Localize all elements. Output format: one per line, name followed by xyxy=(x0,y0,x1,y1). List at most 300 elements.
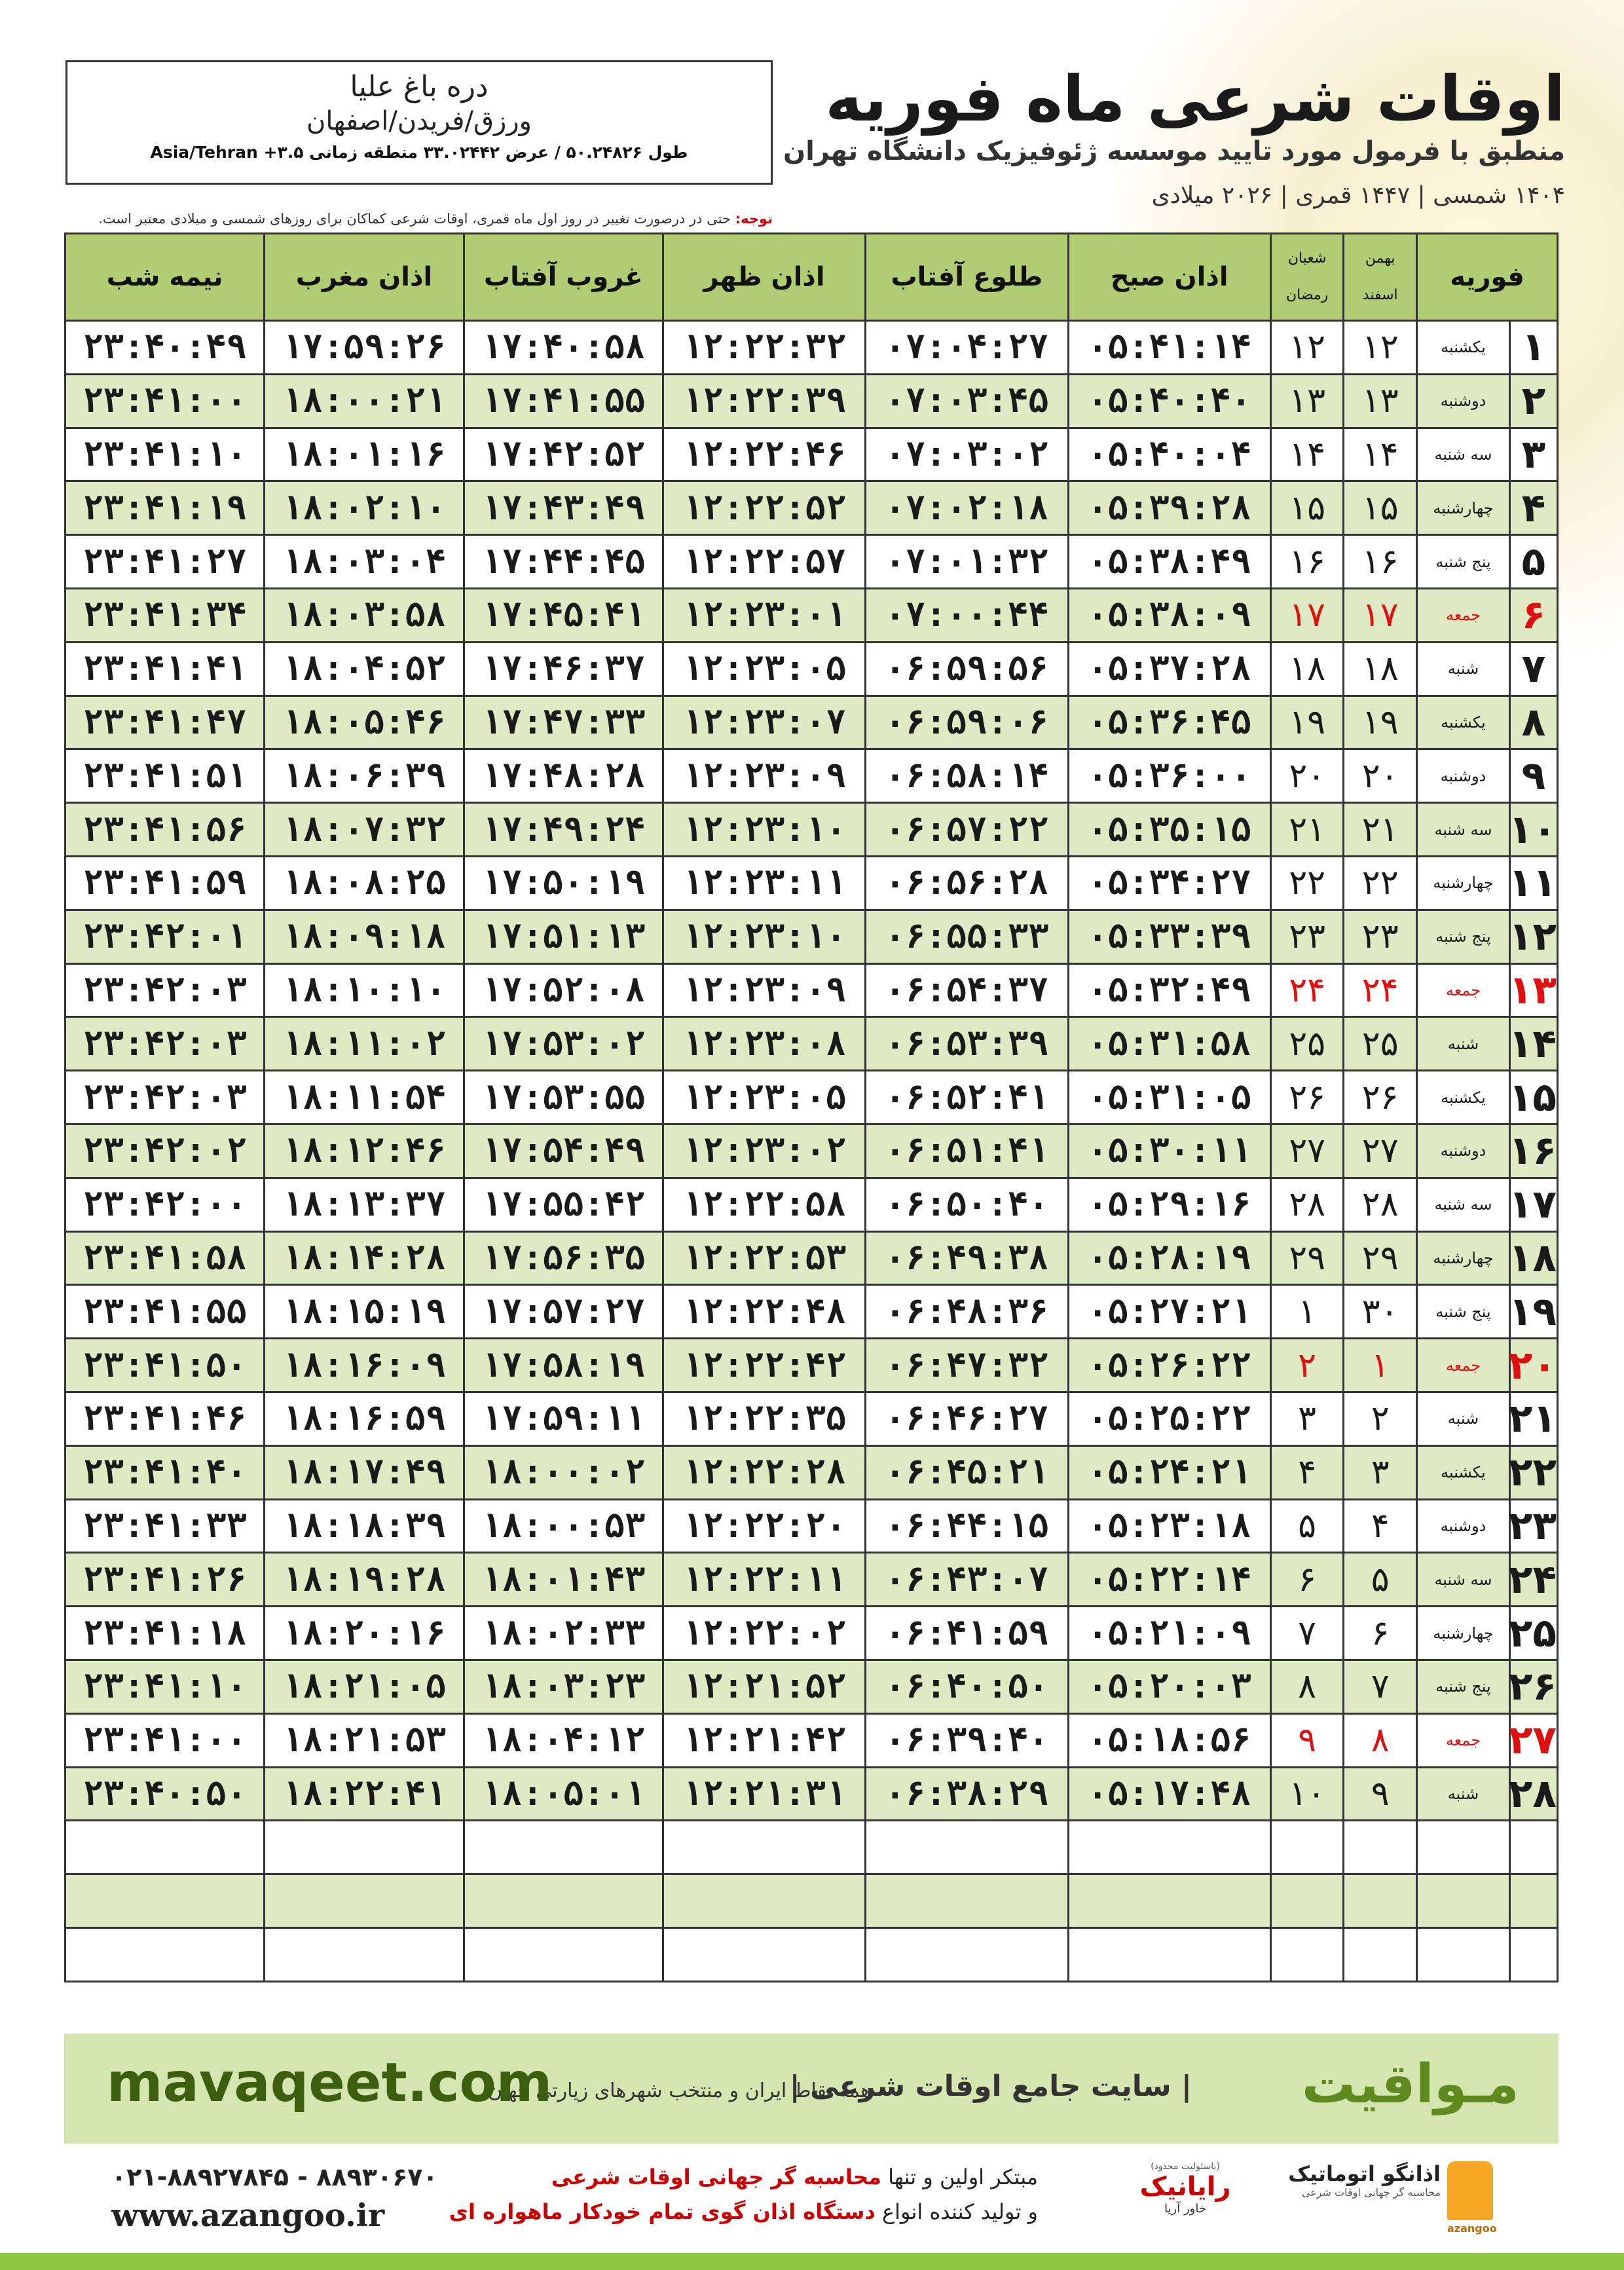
shamsi-day: ۱ xyxy=(1344,1339,1417,1392)
shamsi-day: ۶ xyxy=(1344,1607,1417,1660)
day-number: ۷ xyxy=(1509,642,1557,696)
table-row xyxy=(65,481,1558,535)
dhuhr-time: ۱۲:۲۳:۰۵ xyxy=(663,642,865,696)
maghrib-time: ۱۸:۰۳:۵۸ xyxy=(265,588,464,642)
weekday: دوشنبه xyxy=(1416,749,1509,803)
sunset-time: ۱۷:۵۹:۱۱ xyxy=(464,1392,663,1445)
ad-line-1-a: مبتکر اولین و تنها xyxy=(888,2165,1038,2189)
weekday: سه شنبه xyxy=(1416,1553,1509,1607)
sunset-time: ۱۷:۴۲:۵۲ xyxy=(464,428,663,481)
hijri-day: ۵ xyxy=(1270,1499,1344,1553)
sunrise-time: ۰۶:۵۳:۳۹ xyxy=(866,1017,1068,1071)
day-number: ۱۲ xyxy=(1509,910,1557,963)
raianik-logo xyxy=(1113,2161,1257,2227)
sunset-time: ۱۷:۴۱:۵۵ xyxy=(464,374,663,428)
raianik-logo-name: رایانیک xyxy=(1139,2172,1231,2202)
midnight-time: ۲۳:۴۲:۰۱ xyxy=(65,910,265,963)
hijri-day: ۱۲ xyxy=(1270,321,1344,375)
weekday: یکشنبه xyxy=(1416,321,1509,375)
col-bahman: بهمن xyxy=(1365,250,1395,267)
midnight-time: ۲۳:۴۱:۲۷ xyxy=(65,535,265,589)
midnight-time: ۲۳:۴۱:۱۰ xyxy=(65,428,265,481)
weekday: یکشنبه xyxy=(1416,696,1509,749)
shamsi-day: ۲۹ xyxy=(1344,1231,1417,1285)
fajr-time: ۰۵:۳۴:۲۷ xyxy=(1068,856,1270,910)
table-row xyxy=(65,1713,1558,1767)
sunset-time: ۱۷:۴۵:۴۱ xyxy=(464,588,663,642)
day-number: ۲۳ xyxy=(1509,1499,1557,1553)
fajr-time: ۰۵:۲۹:۱۶ xyxy=(1068,1178,1270,1231)
dhuhr-time: ۱۲:۲۲:۴۸ xyxy=(663,1285,865,1339)
shamsi-day: ۲۲ xyxy=(1344,856,1417,910)
fajr-time: ۰۵:۳۷:۲۸ xyxy=(1068,642,1270,696)
dhuhr-time: ۱۲:۲۲:۲۰ xyxy=(663,1499,865,1553)
weekday: سه شنبه xyxy=(1416,1178,1509,1231)
midnight-time: ۲۳:۴۱:۲۶ xyxy=(65,1553,265,1607)
table-row xyxy=(65,1231,1558,1285)
maghrib-time: ۱۸:۲۲:۴۱ xyxy=(265,1767,464,1821)
weekday: چهارشنبه xyxy=(1416,481,1509,535)
dhuhr-time: ۱۲:۲۳:۰۱ xyxy=(663,588,865,642)
fajr-time: ۰۵:۳۸:۰۹ xyxy=(1068,588,1270,642)
fajr-time: ۰۵:۲۴:۲۱ xyxy=(1068,1445,1270,1499)
dhuhr-time: ۱۲:۲۲:۳۲ xyxy=(663,321,865,375)
hijri-day: ۶ xyxy=(1270,1553,1344,1607)
hijri-day: ۷ xyxy=(1270,1607,1344,1660)
shamsi-day: ۱۳ xyxy=(1344,374,1417,428)
maghrib-time: ۱۸:۰۳:۰۴ xyxy=(265,535,464,589)
fajr-time: ۰۵:۴۱:۱۴ xyxy=(1068,321,1270,375)
day-number: ۱۸ xyxy=(1509,1231,1557,1285)
maghrib-time: ۱۸:۱۸:۳۹ xyxy=(265,1499,464,1553)
fajr-time: ۰۵:۳۳:۳۹ xyxy=(1068,910,1270,963)
dhuhr-time: ۱۲:۲۳:۰۹ xyxy=(663,749,865,803)
hijri-day: ۲۷ xyxy=(1270,1124,1344,1178)
midnight-time: ۲۳:۴۱:۴۷ xyxy=(65,696,265,749)
empty-cell xyxy=(1509,1927,1557,1981)
maghrib-time: ۱۸:۱۱:۵۴ xyxy=(265,1071,464,1125)
ad-line-1-b: محاسبه گر جهانی اوقات شرعی xyxy=(551,2165,881,2189)
day-number: ۲۰ xyxy=(1509,1339,1557,1392)
hijri-day: ۲۶ xyxy=(1270,1071,1344,1125)
empty-cell xyxy=(663,1821,865,1874)
sunrise-time: ۰۶:۵۴:۳۷ xyxy=(866,963,1068,1017)
maghrib-time: ۱۸:۲۱:۰۵ xyxy=(265,1660,464,1713)
dhuhr-time: ۱۲:۲۳:۰۷ xyxy=(663,696,865,749)
maghrib-time: ۱۸:۲۰:۱۶ xyxy=(265,1607,464,1660)
dhuhr-time: ۱۲:۲۲:۲۸ xyxy=(663,1445,865,1499)
fajr-time: ۰۵:۲۵:۲۲ xyxy=(1068,1392,1270,1445)
day-number: ۵ xyxy=(1509,535,1557,589)
maghrib-time: ۱۷:۵۹:۲۶ xyxy=(265,321,464,375)
midnight-time: ۲۳:۴۰:۵۰ xyxy=(65,1767,265,1821)
day-number: ۹ xyxy=(1509,749,1557,803)
empty-cell xyxy=(866,1874,1068,1928)
sunrise-time: ۰۷:۰۲:۱۸ xyxy=(866,481,1068,535)
shamsi-day: ۲۱ xyxy=(1344,803,1417,857)
empty-cell xyxy=(1416,1874,1509,1928)
day-number: ۲۵ xyxy=(1509,1607,1557,1660)
day-number: ۱۹ xyxy=(1509,1285,1557,1339)
sunset-time: ۱۷:۴۶:۳۷ xyxy=(464,642,663,696)
empty-cell xyxy=(1270,1927,1344,1981)
day-number: ۲ xyxy=(1509,374,1557,428)
day-number: ۱۳ xyxy=(1509,963,1557,1017)
midnight-time: ۲۳:۴۱:۴۱ xyxy=(65,642,265,696)
empty-cell xyxy=(1344,1927,1417,1981)
fajr-time: ۰۵:۲۰:۰۳ xyxy=(1068,1660,1270,1713)
dhuhr-time: ۱۲:۲۲:۰۲ xyxy=(663,1607,865,1660)
sunset-time: ۱۷:۵۱:۱۳ xyxy=(464,910,663,963)
sunset-time: ۱۷:۵۶:۳۵ xyxy=(464,1231,663,1285)
weekday: شنبه xyxy=(1416,1017,1509,1071)
website-link[interactable]: www.azangoo.ir xyxy=(111,2197,385,2234)
phone-numbers: ۰۲۱-۸۸۹۲۷۸۴۵ - ۸۸۹۳۰۶۷۰ xyxy=(111,2163,438,2191)
midnight-time: ۲۳:۴۱:۴۰ xyxy=(65,1445,265,1499)
hijri-day: ۹ xyxy=(1270,1713,1344,1767)
maghrib-time: ۱۸:۰۰:۲۱ xyxy=(265,374,464,428)
weekday: یکشنبه xyxy=(1416,1071,1509,1125)
hijri-day: ۱۰ xyxy=(1270,1767,1344,1821)
fajr-time: ۰۵:۳۱:۰۵ xyxy=(1068,1071,1270,1125)
day-number: ۱۶ xyxy=(1509,1124,1557,1178)
hijri-day: ۲۴ xyxy=(1270,963,1344,1017)
fajr-time: ۰۵:۲۲:۱۴ xyxy=(1068,1553,1270,1607)
hijri-day: ۱۸ xyxy=(1270,642,1344,696)
empty-cell xyxy=(866,1927,1068,1981)
fajr-time: ۰۵:۳۵:۱۵ xyxy=(1068,803,1270,857)
weekday: دوشنبه xyxy=(1416,374,1509,428)
maghrib-time: ۱۸:۲۱:۵۳ xyxy=(265,1713,464,1767)
empty-cell xyxy=(663,1874,865,1928)
midnight-time: ۲۳:۴۰:۴۹ xyxy=(65,321,265,375)
maghrib-time: ۱۸:۱۴:۲۸ xyxy=(265,1231,464,1285)
shamsi-day: ۹ xyxy=(1344,1767,1417,1821)
table-row xyxy=(65,1285,1558,1339)
sunrise-time: ۰۶:۵۸:۱۴ xyxy=(866,749,1068,803)
maghrib-time: ۱۸:۱۶:۰۹ xyxy=(265,1339,464,1392)
midnight-time: ۲۳:۴۱:۵۸ xyxy=(65,1231,265,1285)
sunset-time: ۱۷:۵۰:۱۹ xyxy=(464,856,663,910)
prayer-times-table xyxy=(64,233,1559,1982)
note-label: توجه: xyxy=(735,211,773,227)
sunrise-time: ۰۶:۵۲:۴۱ xyxy=(866,1071,1068,1125)
table-row xyxy=(65,374,1558,428)
weekday: پنج شنبه xyxy=(1416,1660,1509,1713)
midnight-time: ۲۳:۴۱:۱۹ xyxy=(65,481,265,535)
midnight-time: ۲۳:۴۱:۴۶ xyxy=(65,1392,265,1445)
hijri-day: ۱ xyxy=(1270,1285,1344,1339)
table-row xyxy=(65,1339,1558,1392)
empty-cell xyxy=(866,1821,1068,1874)
day-number: ۱ xyxy=(1509,321,1557,375)
col-esfand: اسفند xyxy=(1362,287,1398,303)
hijri-day: ۲۱ xyxy=(1270,803,1344,857)
dhuhr-time: ۱۲:۲۱:۵۲ xyxy=(663,1660,865,1713)
shamsi-day: ۵ xyxy=(1344,1553,1417,1607)
table-row xyxy=(65,1660,1558,1713)
hijri-day: ۲۳ xyxy=(1270,910,1344,963)
sunset-time: ۱۷:۴۸:۲۸ xyxy=(464,749,663,803)
ad-line-2 xyxy=(449,2199,1038,2224)
weekday: جمعه xyxy=(1416,588,1509,642)
table-row xyxy=(65,910,1558,963)
table-row xyxy=(65,535,1558,589)
fajr-time: ۰۵:۱۸:۵۶ xyxy=(1068,1713,1270,1767)
azangoo-logo xyxy=(1283,2161,1500,2235)
midnight-time: ۲۳:۴۲:۰۲ xyxy=(65,1124,265,1178)
sunrise-time: ۰۷:۰۳:۰۲ xyxy=(866,428,1068,481)
midnight-time: ۲۳:۴۲:۰۳ xyxy=(65,1071,265,1125)
sunset-time: ۱۷:۴۳:۴۹ xyxy=(464,481,663,535)
dhuhr-time: ۱۲:۲۳:۰۹ xyxy=(663,963,865,1017)
empty-cell xyxy=(1068,1821,1270,1874)
weekday: جمعه xyxy=(1416,1713,1509,1767)
sunset-time: ۱۷:۵۵:۴۲ xyxy=(464,1178,663,1231)
day-number: ۲۴ xyxy=(1509,1553,1557,1607)
dhuhr-time: ۱۲:۲۳:۰۵ xyxy=(663,1071,865,1125)
location-coords: طول ۵۰.۲۴۸۲۶ / عرض ۳۳.۰۲۴۴۲ منطقه زمانی ۳.۵+ Asia/Tehran xyxy=(150,143,688,162)
azangoo-logo-tag: محاسبه گر جهانی اوقات شرعی xyxy=(1301,2186,1441,2199)
col-ramadan: رمضان xyxy=(1285,287,1329,303)
hijri-day: ۱۵ xyxy=(1270,481,1344,535)
maghrib-time: ۱۸:۰۲:۱۰ xyxy=(265,481,464,535)
table-row xyxy=(65,803,1558,857)
shamsi-day: ۲۰ xyxy=(1344,749,1417,803)
fajr-time: ۰۵:۳۱:۵۸ xyxy=(1068,1017,1270,1071)
day-number: ۱۱ xyxy=(1509,856,1557,910)
sunset-time: ۱۷:۵۳:۵۵ xyxy=(464,1071,663,1125)
dhuhr-time: ۱۲:۲۲:۵۷ xyxy=(663,535,865,589)
empty-cell xyxy=(464,1874,663,1928)
shamsi-day: ۸ xyxy=(1344,1713,1417,1767)
sunrise-time: ۰۶:۳۸:۲۹ xyxy=(866,1767,1068,1821)
raianik-logo-top: (باسئولیت محدود) xyxy=(1151,2161,1220,2172)
hijri-day: ۴ xyxy=(1270,1445,1344,1499)
weekday: سه شنبه xyxy=(1416,428,1509,481)
sunrise-time: ۰۷:۰۴:۲۷ xyxy=(866,321,1068,375)
hijri-day: ۲۲ xyxy=(1270,856,1344,910)
day-number: ۶ xyxy=(1509,588,1557,642)
day-number: ۱۰ xyxy=(1509,803,1557,857)
maghrib-time: ۱۸:۱۲:۴۶ xyxy=(265,1124,464,1178)
fajr-time: ۰۵:۳۲:۴۹ xyxy=(1068,963,1270,1017)
weekday: شنبه xyxy=(1416,642,1509,696)
azangoo-badge-icon xyxy=(1447,2161,1497,2235)
col-hijri xyxy=(1270,234,1344,321)
hijri-day: ۱۳ xyxy=(1270,374,1344,428)
table-row xyxy=(65,1017,1558,1071)
empty-cell xyxy=(1270,1874,1344,1928)
empty-cell xyxy=(1509,1821,1557,1874)
dhuhr-time: ۱۲:۲۲:۱۱ xyxy=(663,1553,865,1607)
maghrib-time: ۱۸:۱۵:۱۹ xyxy=(265,1285,464,1339)
maghrib-time: ۱۸:۱۳:۳۷ xyxy=(265,1178,464,1231)
shamsi-day: ۱۶ xyxy=(1344,535,1417,589)
hijri-day: ۸ xyxy=(1270,1660,1344,1713)
empty-cell xyxy=(1416,1927,1509,1981)
col-fajr: اذان صبح xyxy=(1068,234,1270,321)
bottom-bar xyxy=(0,2253,1624,2270)
azangoo-logo-name: اذانگو اتوماتیک xyxy=(1288,2161,1441,2186)
maghrib-time: ۱۸:۰۹:۱۸ xyxy=(265,910,464,963)
midnight-time: ۲۳:۴۱:۰۰ xyxy=(65,374,265,428)
sunset-time: ۱۸:۰۱:۴۳ xyxy=(464,1553,663,1607)
empty-cell xyxy=(265,1927,464,1981)
shamsi-day: ۲۸ xyxy=(1344,1178,1417,1231)
maghrib-time: ۱۸:۱۱:۰۲ xyxy=(265,1017,464,1071)
dhuhr-time: ۱۲:۲۳:۰۲ xyxy=(663,1124,865,1178)
dhuhr-time: ۱۲:۲۳:۱۱ xyxy=(663,856,865,910)
dhuhr-time: ۱۲:۲۱:۴۲ xyxy=(663,1713,865,1767)
shamsi-day: ۳ xyxy=(1344,1445,1417,1499)
table-row xyxy=(65,1767,1558,1821)
hijri-day: ۲۵ xyxy=(1270,1017,1344,1071)
sunrise-time: ۰۶:۵۵:۳۳ xyxy=(866,910,1068,963)
empty-cell xyxy=(1344,1821,1417,1874)
weekday: یکشنبه xyxy=(1416,1445,1509,1499)
sunset-time: ۱۷:۴۷:۳۳ xyxy=(464,696,663,749)
maghrib-time: ۱۸:۰۴:۵۲ xyxy=(265,642,464,696)
midnight-time: ۲۳:۴۱:۰۰ xyxy=(65,1713,265,1767)
fajr-time: ۰۵:۳۶:۴۵ xyxy=(1068,696,1270,749)
dhuhr-time: ۱۲:۲۳:۱۰ xyxy=(663,910,865,963)
sunset-time: ۱۷:۴۴:۴۵ xyxy=(464,535,663,589)
sunrise-time: ۰۶:۴۵:۲۱ xyxy=(866,1445,1068,1499)
shamsi-day: ۱۸ xyxy=(1344,642,1417,696)
maghrib-time: ۱۸:۰۵:۴۶ xyxy=(265,696,464,749)
day-number: ۱۴ xyxy=(1509,1017,1557,1071)
sunrise-time: ۰۷:۰۰:۴۴ xyxy=(866,588,1068,642)
hijri-day: ۱۶ xyxy=(1270,535,1344,589)
shamsi-day: ۳۰ xyxy=(1344,1285,1417,1339)
weekday: شنبه xyxy=(1416,1767,1509,1821)
table-row xyxy=(65,1445,1558,1499)
ad-line-1 xyxy=(551,2165,1038,2189)
table-row xyxy=(65,1124,1558,1178)
midnight-time: ۲۳:۴۱:۵۱ xyxy=(65,749,265,803)
shamsi-day: ۴ xyxy=(1344,1499,1417,1553)
col-midnight: نیمه شب xyxy=(65,234,265,321)
col-shaban: شعبان xyxy=(1287,250,1327,267)
sunset-time: ۱۸:۰۲:۳۳ xyxy=(464,1607,663,1660)
day-number: ۸ xyxy=(1509,696,1557,749)
sunset-time: ۱۸:۰۰:۵۳ xyxy=(464,1499,663,1553)
table-row xyxy=(65,1392,1558,1445)
empty-cell xyxy=(1068,1927,1270,1981)
hijri-day: ۱۷ xyxy=(1270,588,1344,642)
empty-row xyxy=(65,1874,1558,1928)
sunset-time: ۱۷:۴۰:۵۸ xyxy=(464,321,663,375)
sunrise-time: ۰۶:۵۹:۰۶ xyxy=(866,696,1068,749)
year-line: ۱۴۰۴ شمسی | ۱۴۴۷ قمری | ۲۰۲۶ میلادی xyxy=(1151,182,1565,209)
table-row xyxy=(65,963,1558,1017)
sunrise-time: ۰۶:۴۳:۰۷ xyxy=(866,1553,1068,1607)
empty-cell xyxy=(65,1927,265,1981)
ad-line-2-b: دستگاه اذان گوی تمام خودکار ماهواره ای xyxy=(449,2199,876,2224)
sunrise-time: ۰۶:۴۱:۵۹ xyxy=(866,1607,1068,1660)
empty-cell xyxy=(663,1927,865,1981)
empty-cell xyxy=(1270,1821,1344,1874)
weekday: دوشنبه xyxy=(1416,1499,1509,1553)
shamsi-day: ۱۲ xyxy=(1344,321,1417,375)
location-name: دره باغ علیا xyxy=(350,70,489,103)
shamsi-day: ۲۷ xyxy=(1344,1124,1417,1178)
fajr-time: ۰۵:۴۰:۰۴ xyxy=(1068,428,1270,481)
sunrise-time: ۰۷:۰۱:۳۲ xyxy=(866,535,1068,589)
sunset-time: ۱۷:۵۳:۰۲ xyxy=(464,1017,663,1071)
table-row xyxy=(65,642,1558,696)
col-sunset: غروب آفتاب xyxy=(464,234,663,321)
midnight-time: ۲۳:۴۱:۳۳ xyxy=(65,1499,265,1553)
table-row xyxy=(65,428,1558,481)
sunrise-time: ۰۶:۴۸:۳۶ xyxy=(866,1285,1068,1339)
page-title: اوقات شرعی ماه فوریه xyxy=(825,62,1565,136)
dhuhr-time: ۱۲:۲۲:۵۳ xyxy=(663,1231,865,1285)
empty-row xyxy=(65,1927,1558,1981)
midnight-time: ۲۳:۴۱:۱۸ xyxy=(65,1607,265,1660)
weekday: چهارشنبه xyxy=(1416,1231,1509,1285)
maghrib-time: ۱۸:۰۱:۱۶ xyxy=(265,428,464,481)
footer-band xyxy=(64,2034,1559,2144)
empty-cell xyxy=(1416,1821,1509,1874)
table-row xyxy=(65,696,1558,749)
fajr-time: ۰۵:۲۸:۱۹ xyxy=(1068,1231,1270,1285)
sunset-time: ۱۸:۰۳:۲۳ xyxy=(464,1660,663,1713)
col-month: فوریه xyxy=(1416,234,1557,321)
sunrise-time: ۰۶:۴۰:۵۰ xyxy=(866,1660,1068,1713)
sunrise-time: ۰۶:۵۱:۴۱ xyxy=(866,1124,1068,1178)
col-dhuhr: اذان ظهر xyxy=(663,234,865,321)
day-number: ۲۲ xyxy=(1509,1445,1557,1499)
shamsi-day: ۱۴ xyxy=(1344,428,1417,481)
weekday: پنج شنبه xyxy=(1416,1285,1509,1339)
dhuhr-time: ۱۲:۲۲:۴۶ xyxy=(663,428,865,481)
site-link[interactable]: mavaqeet.com xyxy=(107,2052,553,2114)
dhuhr-time: ۱۲:۲۲:۳۵ xyxy=(663,1392,865,1445)
weekday: جمعه xyxy=(1416,1339,1509,1392)
maghrib-time: ۱۸:۱۰:۱۰ xyxy=(265,963,464,1017)
sunset-time: ۱۸:۰۰:۰۲ xyxy=(464,1445,663,1499)
fajr-time: ۰۵:۳۸:۴۹ xyxy=(1068,535,1270,589)
empty-cell xyxy=(1509,1874,1557,1928)
weekday: چهارشنبه xyxy=(1416,1607,1509,1660)
fajr-time: ۰۵:۳۶:۰۰ xyxy=(1068,749,1270,803)
note-text: حتی در درصورت تغییر در روز اول ماه قمری، اوقات شرعی کماکان برای روزهای شمسی و میلادی معتبر است. xyxy=(98,211,731,227)
sunrise-time: ۰۷:۰۳:۴۵ xyxy=(866,374,1068,428)
sunset-time: ۱۷:۵۲:۰۸ xyxy=(464,963,663,1017)
hijri-day: ۲۰ xyxy=(1270,749,1344,803)
fajr-time: ۰۵:۲۷:۲۱ xyxy=(1068,1285,1270,1339)
fajr-time: ۰۵:۲۳:۱۸ xyxy=(1068,1499,1270,1553)
brand-name: مـواقیت xyxy=(1301,2053,1519,2115)
sunrise-time: ۰۶:۴۹:۳۸ xyxy=(866,1231,1068,1285)
fajr-time: ۰۵:۴۰:۴۰ xyxy=(1068,374,1270,428)
sunrise-time: ۰۶:۵۹:۵۶ xyxy=(866,642,1068,696)
empty-cell xyxy=(265,1874,464,1928)
ad-line-2-a: و تولید کننده انواع xyxy=(881,2199,1038,2224)
sunset-time: ۱۸:۰۵:۰۱ xyxy=(464,1767,663,1821)
page-subtitle: منطبق با فرمول مورد تایید موسسه ژئوفیزیک دانشگاه تهران xyxy=(783,136,1565,166)
shamsi-day: ۲۴ xyxy=(1344,963,1417,1017)
shamsi-day: ۱۹ xyxy=(1344,696,1417,749)
day-number: ۲۸ xyxy=(1509,1767,1557,1821)
sunrise-time: ۰۶:۵۷:۲۲ xyxy=(866,803,1068,857)
maghrib-time: ۱۸:۰۷:۳۲ xyxy=(265,803,464,857)
fajr-time: ۰۵:۳۰:۱۱ xyxy=(1068,1124,1270,1178)
table-row xyxy=(65,1499,1558,1553)
location-region: ورزق/فریدن/اصفهان xyxy=(306,106,532,136)
